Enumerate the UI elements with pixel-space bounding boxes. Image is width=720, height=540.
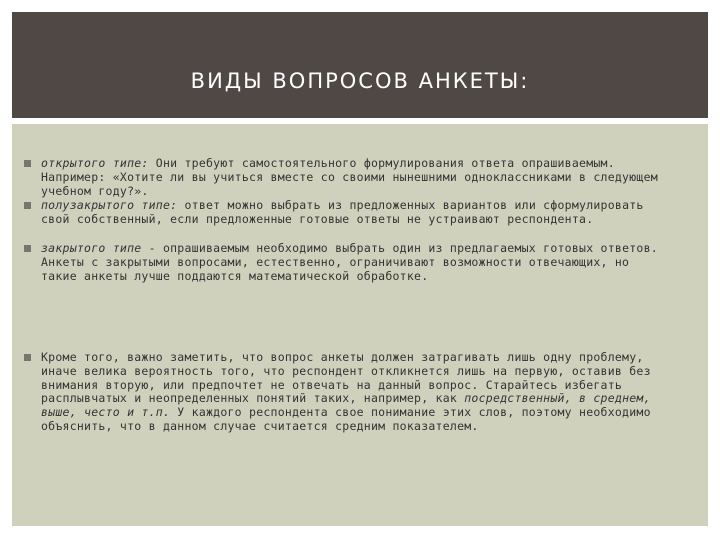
slide-header <box>12 12 708 118</box>
square-bullet-icon <box>24 245 31 252</box>
slide-content <box>12 124 708 526</box>
bullet-text: - опрашиваемым необходимо выбрать один из предлагаемых готовых ответов. Анкеты с закрытыми вопросами, естественно, ограничивают возможности отвечающих, но такие анкеты лучше поддаются математической обработке. <box>41 241 658 283</box>
bullet-term: полузакрытого типе: <box>41 198 178 212</box>
bullet-term: закрытого типе <box>41 241 142 255</box>
bullet-open-question <box>41 157 661 198</box>
bullet-emphasis: посредственный, в среднем, выше, често и т.п. <box>41 391 651 420</box>
bullet-note <box>41 351 661 434</box>
square-bullet-icon <box>24 202 31 209</box>
bullet-closed-question <box>41 242 661 283</box>
bullet-text: ответ можно выбрать из предложенных вариантов или сформулировать свой собственный, если предложенные готовые ответы не устраивают респондента. <box>41 198 644 226</box>
bullet-text-after: У каждого респондента свое понимание этих слов, поэтому необходимо объяснить, что в данном случае считается средним показателем. <box>41 405 651 433</box>
slide-title: ВИДЫ ВОПРОСОВ АНКЕТЫ: <box>190 69 530 93</box>
bullet-text-before: Кроме того, важно заметить, что вопрос анкеты должен затрагивать лишь одну проблему, иначе велика вероятность того, что респондент откликнется лишь на первую, оставив без внимания вторую, или предпочтет не отвечать на данный вопрос. Старайтесь избегать расплывчатых и неопределенных понятий таких, например, как <box>41 350 651 406</box>
bullet-list <box>12 124 708 526</box>
square-bullet-icon <box>24 354 31 361</box>
bullet-term: открытого типе: <box>41 156 149 170</box>
square-bullet-icon <box>24 160 31 167</box>
bullet-semi-closed-question <box>41 199 661 227</box>
bullet-text: Они требуют самостоятельного формулирования ответа опрашиваемым. Например: «Хотите ли вы учиться вместе со своими нынешними одноклассниками в следующем учебном году?». <box>41 156 658 198</box>
